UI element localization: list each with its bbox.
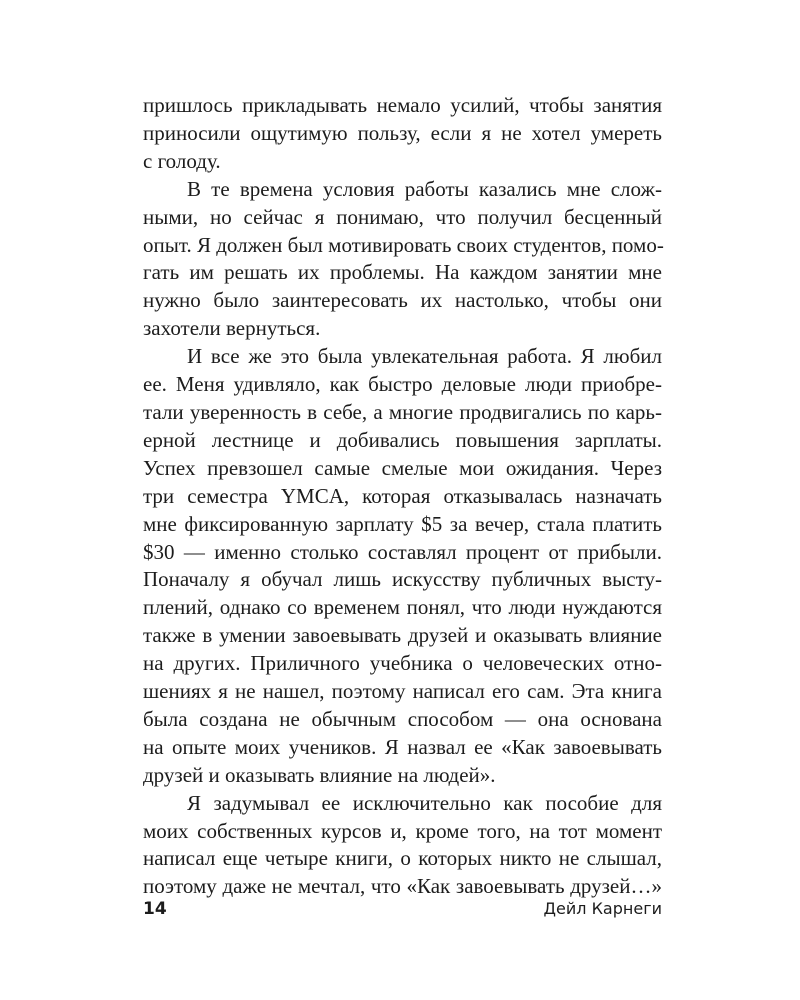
text-line: моих собственных курсов и, кроме того, на тот момент	[143, 818, 662, 843]
text-line: мне фиксированную зарплату $5 за вечер, стала платить	[143, 511, 662, 536]
text-line: И все же это была увлекательная работа. Я любил	[187, 344, 662, 369]
text-line: В те времена условия работы казались мне слож-	[187, 176, 662, 201]
text-line: опыт. Я должен был мотивировать своих студентов, помо-	[143, 232, 664, 257]
text-line: ерной лестнице и добивались повышения зарплаты.	[143, 427, 662, 452]
text-line: на других. Приличного учебника о человеческих отно-	[143, 651, 662, 676]
text-line: Я задумывал ее исключительно как пособие для	[187, 790, 662, 815]
text-line: ными, но сейчас я понимаю, что получил бесценный	[143, 204, 662, 229]
paragraph	[143, 176, 662, 343]
page-number: 14	[143, 899, 167, 919]
page-footer	[143, 899, 662, 925]
text-line: написал еще четыре книги, о которых никто не слышал,	[143, 846, 662, 871]
text-line: с голоду.	[143, 148, 221, 173]
text-line: ее. Меня удивляло, как быстро деловые люди приобре-	[143, 372, 662, 397]
text-line: на опыте моих учеников. Я назвал ее «Как завоевывать	[143, 734, 662, 759]
text-line: плений, однако со временем понял, что люди нуждаются	[143, 595, 662, 620]
body-text	[143, 92, 662, 901]
text-line: поэтому даже не мечтал, что «Как завоевывать друзей…»	[143, 874, 662, 899]
paragraph	[143, 790, 662, 902]
text-line: также в умении завоевывать друзей и оказывать влияние	[143, 623, 662, 648]
text-line: Поначалу я обучал лишь искусству публичных высту-	[143, 567, 662, 592]
text-line: пришлось прикладывать немало усилий, чтобы занятия	[143, 93, 662, 117]
text-line: $30 — именно столько составлял процент от прибыли.	[143, 539, 662, 564]
paragraph	[143, 92, 662, 176]
text-line: приносили ощутимую пользу, если я не хотел умереть	[143, 120, 662, 145]
running-header-author: Дейл Карнеги	[543, 899, 662, 918]
text-line: захотели вернуться.	[143, 316, 321, 341]
text-line: тали уверенность в себе, а многие продвигались по карь-	[143, 399, 662, 424]
text-line: была создана не обычным способом — она основана	[143, 706, 662, 731]
text-line: нужно было заинтересовать их настолько, чтобы они	[143, 288, 662, 313]
text-line: друзей и оказывать влияние на людей».	[143, 762, 496, 787]
text-line: шениях я не нашел, поэтому написал его сам. Эта книга	[143, 679, 662, 704]
paragraph	[143, 343, 662, 790]
text-line: Успех превзошел самые смелые мои ожидания. Через	[143, 455, 662, 480]
text-line: гать им решать их проблемы. На каждом занятии мне	[143, 260, 662, 285]
text-line: три семестра YMCA, которая отказывалась назначать	[143, 483, 662, 508]
